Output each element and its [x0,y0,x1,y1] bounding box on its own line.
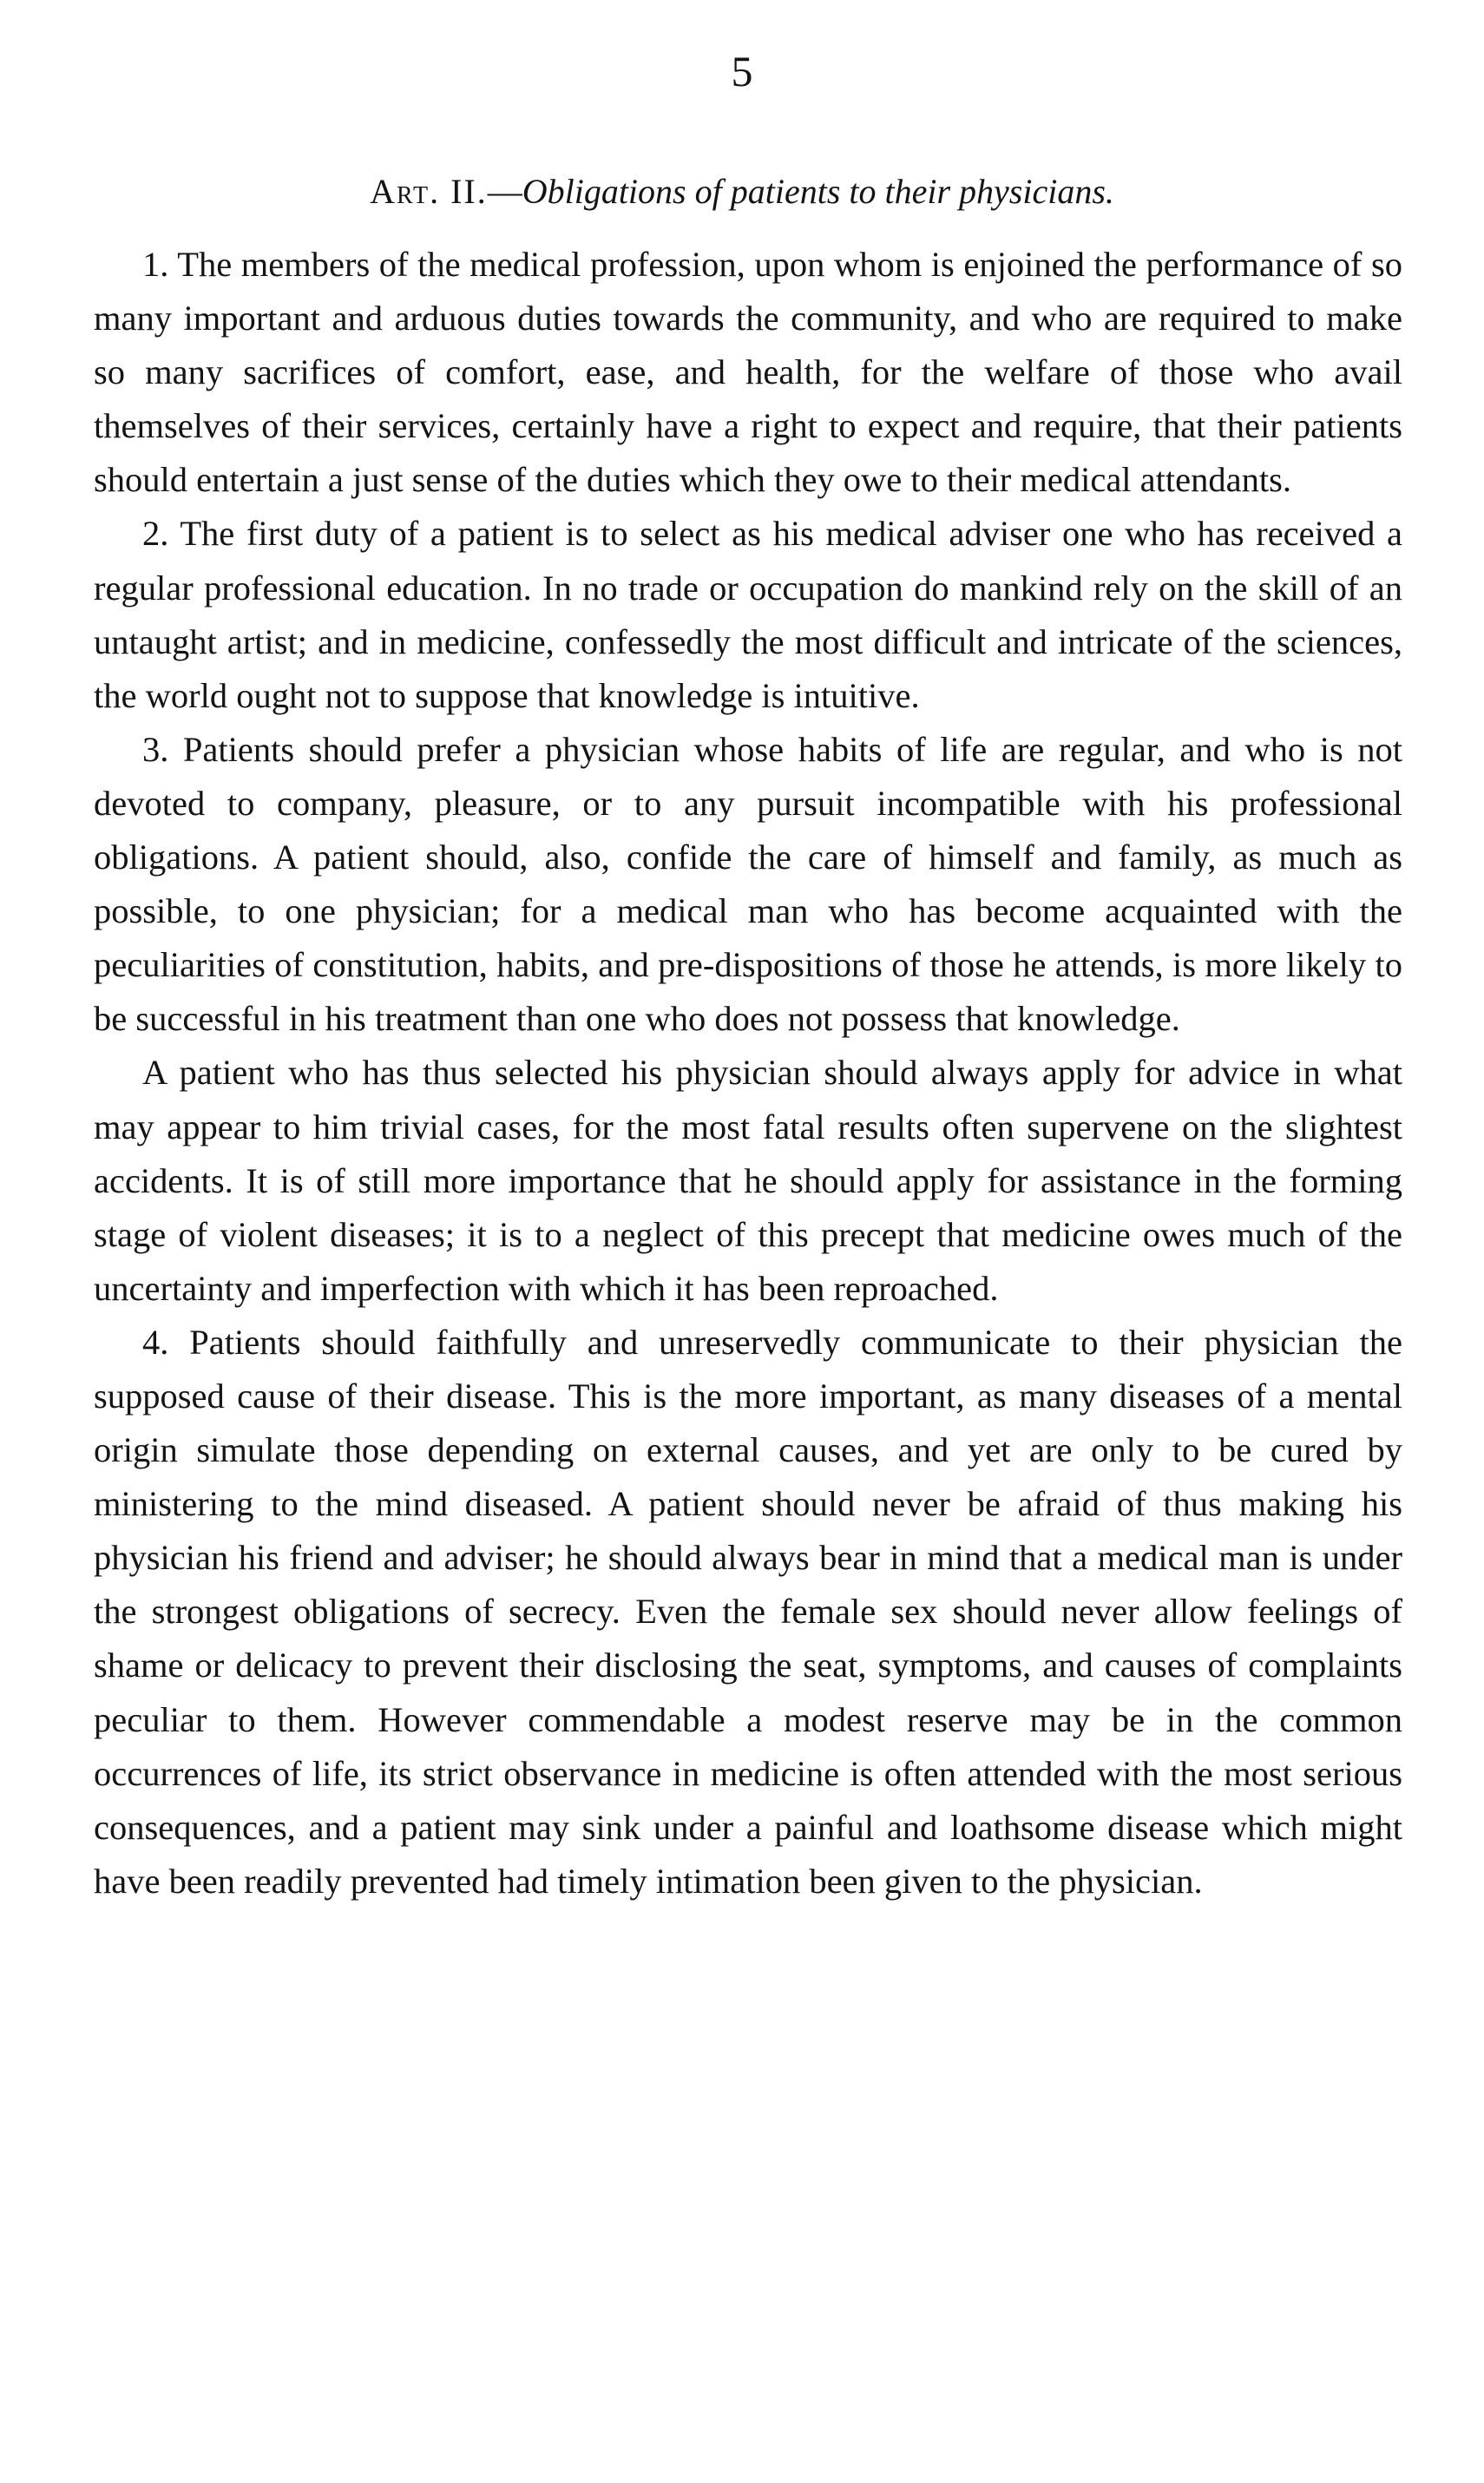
paragraph-2: 2. The first duty of a patient is to select as his medical adviser one who has received a regular professional education. In no trade or occupation do mankind rely on the skill of an untaught artist; and in medicine, confessedly the most difficult and intricate of the sciences, the world ought not to suppose that knowledge is intuitive. [94,514,1402,715]
page-number: 5 [731,47,753,95]
paragraph-1: 1. The members of the medical profession, upon whom is enjoined the performance of so many important and arduous duties towards the community, and who are required to make so many sacrifices of comfort, ease, and health, for the welfare of those who avail themselves of their services, certainly have a right to expect and require, that their patients should entertain a just sense of the duties which they owe to their medical attendants. [94,245,1402,500]
article-heading [0,170,1484,213]
paragraph-3-continued: A patient who has thus selected his physician should always apply for advice in what may appear to him trivial cases, for the most fatal results often supervene on the slightest accidents. It is of still more importance that he should apply for assistance in the forming stage of violent diseases; it is to a neglect of this precept that medicine owes much of the uncertainty and imperfection with which it has been reproached. [94,1053,1402,1308]
paragraph-4: 4. Patients should faithfully and unreservedly communicate to their physician the supposed cause of their disease. This is the more important, as many diseases of a mental origin simulate those depending on external causes, and yet are only to be cured by ministering to the mind diseased. A patient should never be afraid of thus making his physician his friend and adviser; he should always bear in mind that a medical man is under the strongest obligations of secrecy. Even the female sex should never allow feelings of shame or delicacy to prevent their disclosing the seat, symptoms, and causes of complaints peculiar to them. However commendable a modest reserve may be in the common occurrences of life, its strict observance in medicine is often attended with the most serious consequences, and a patient may sink under a painful and loathsome disease which might have been readily prevented had timely intimation been given to the physician. [94,1322,1402,1901]
article-title: Obligations of patients to their physicians. [522,172,1114,211]
article-dash: — [487,172,522,211]
article-label: Art. II. [370,172,488,211]
article-body [94,238,1402,1908]
paragraph-3: 3. Patients should prefer a physician whose habits of life are regular, and who is not devoted to company, pleasure, or to any pursuit incompatible with his professional obligations. A patient should, also, confide the care of himself and family, as much as possible, to one physician; for a medical man who has become acquainted with the peculiarities of constitution, habits, and pre-dispositions of those he attends, is more likely to be successful in his treatment than one who does not possess that knowledge. [94,729,1402,1039]
